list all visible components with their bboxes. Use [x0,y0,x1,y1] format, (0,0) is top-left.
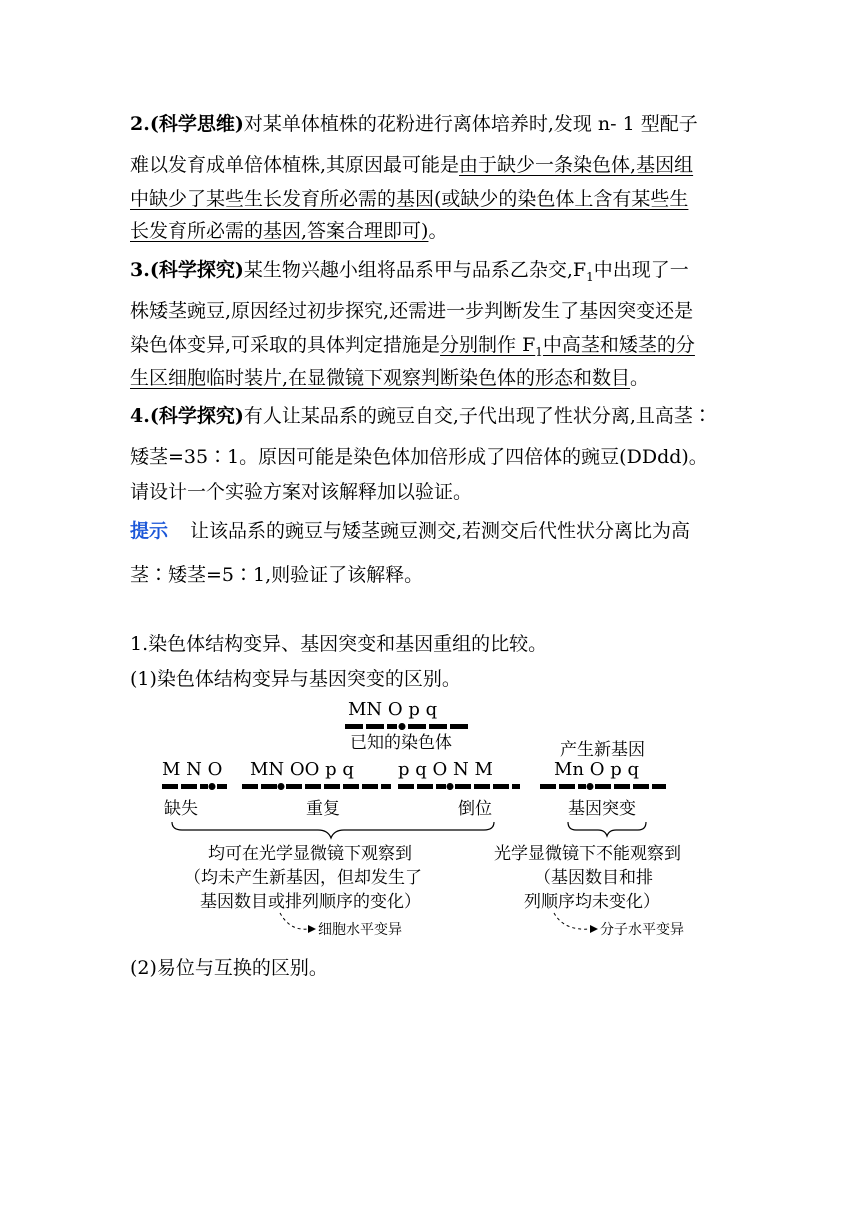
q2-answer-3: 长发育所必需的基因,答案合理即可) [130,220,429,242]
q3-answer-1 [440,334,695,359]
section-heading [130,631,547,657]
duplication-chromosome-bar [242,783,391,790]
q2-end: 。 [428,220,448,242]
q2-line-2 [130,152,693,178]
section-sub-2 [130,955,328,981]
q3-text-1a: 某生物兴趣小组将品系甲与品系乙杂交,F [243,259,587,281]
q2-line-3 [130,186,688,212]
left-brace [172,822,494,838]
q2-answer-2: 中缺少了某些生长发育所必需的基因(或缺少的染色体上含有某些生 [130,188,689,210]
chromosome-diagram [150,695,730,945]
cell-level-pointer [280,913,308,929]
section-sub-1-text: (1)染色体结构变异与基因突变的区别。 [130,668,461,690]
mutation-chromosome-bar [540,783,666,790]
q3-line-3 [130,332,695,358]
inversion-chromosome-bar [398,783,520,790]
hint-tag: 提示 [130,520,169,542]
known-label: 已知的染色体 [350,733,452,753]
q3-end: 。 [630,367,650,389]
q3-text-1b: 中出现了一 [593,259,689,281]
q3-sub-1: 1 [586,269,594,284]
q4-line-1 [130,403,712,429]
q3-line-4 [130,365,649,391]
q4-text-2: 矮茎=35∶1。原因可能是染色体加倍形成了四倍体的豌豆(DDdd)。 [130,446,708,468]
molecular-level-label: 分子水平变异 [600,922,684,938]
q3-line-2 [130,298,693,324]
left-note-2: （均未产生新基因，但却发生了 [184,868,422,888]
q2-line-1 [130,111,698,137]
left-note-3: 基因数目或排列顺序的变化） [200,892,421,912]
molecular-level-arrowhead [590,925,598,933]
right-note-2: （基因数目和排 [534,868,653,888]
q4-text-3: 请设计一个实验方案对该解释加以验证。 [130,481,473,503]
inversion-label: 倒位 [458,799,492,819]
mutation-genes: Mn O p q [554,759,639,780]
q4-line-2 [130,444,708,470]
cell-level-arrowhead [308,925,316,933]
duplication-genes: MN OO p q [250,759,354,780]
duplication-label: 重复 [306,799,340,819]
cell-level-label: 细胞水平变异 [318,922,402,938]
deletion-genes: M N O [162,759,223,780]
deletion-label: 缺失 [164,799,198,819]
q4-text-1: 有人让某品系的豌豆自交,子代出现了性状分离,且高茎∶ [243,405,712,427]
left-note-1: 均可在光学显微镜下观察到 [208,844,412,864]
known-genes: MN O p q [348,699,438,720]
right-note-3: 列顺序均未变化） [524,892,660,912]
q3-label: 3.(科学探究) [130,259,244,281]
q3-sub-2: 1 [535,344,543,359]
q3-answer-1a: 分别制作 F [440,334,536,356]
hint-text-1: 让该品系的豌豆与矮茎豌豆测交,若测交后代性状分离比为高 [190,520,691,542]
q3-answer-1b: 中高茎和矮茎的分 [542,334,695,356]
right-note-1: 光学显微镜下不能观察到 [494,844,681,864]
hint-line-1 [130,518,690,544]
known-chromosome-bar [345,723,468,730]
new-gene-label: 产生新基因 [560,740,645,760]
q3-line-1 [130,257,689,283]
q4-label: 4.(科学探究) [130,405,244,427]
molecular-level-pointer [554,913,590,929]
section-heading-text: 1.染色体结构变异、基因突变和基因重组的比较。 [130,633,548,655]
section-sub-1 [130,666,461,692]
inversion-genes: p q O N M [398,759,493,780]
q3-answer-2: 生区细胞临时装片,在显微镜下观察判断染色体的形态和数目 [130,367,631,389]
q3-text-2: 株矮茎豌豆,原因经过初步探究,还需进一步判断发生了基因突变还是 [130,300,694,322]
section-sub-2-text: (2)易位与互换的区别。 [130,957,328,979]
hint-text-2: 茎∶矮茎=5∶1,则验证了该解释。 [130,564,424,586]
q2-label: 2.(科学思维) [130,113,244,135]
right-brace [568,822,646,836]
deletion-chromosome-bar [162,783,227,790]
q3-text-3: 染色体变异,可采取的具体判定措施是 [130,334,441,356]
q2-answer-1: 由于缺少一条染色体,基因组 [459,154,694,176]
q2-line-4 [130,218,447,244]
hint-line-2 [130,562,423,588]
q2-text-2: 难以发育成单倍体植株,其原因最可能是 [130,154,460,176]
q4-line-3 [130,479,472,505]
mutation-label: 基因突变 [568,799,636,819]
q2-text-1: 对某单体植株的花粉进行离体培养时,发现 n- 1 型配子 [243,113,698,135]
